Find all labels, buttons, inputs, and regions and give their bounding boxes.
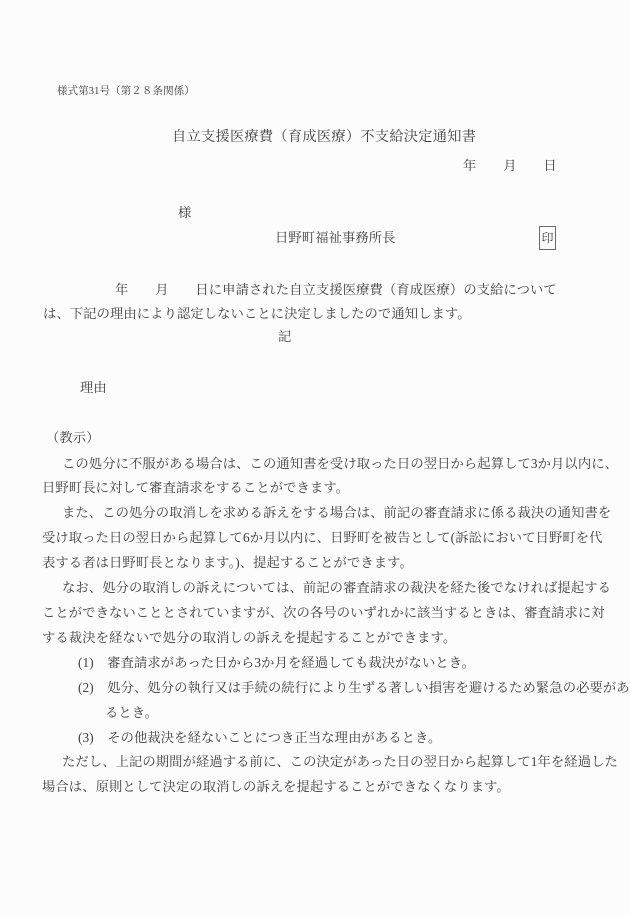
header-date-line: 年 月 日 (463, 158, 557, 173)
kyoji-line: する裁決を経ないで処分の取消しの訴えを提起することができます。 (42, 630, 457, 645)
form-number: 様式第31号（第２８条関係） (57, 86, 195, 97)
kyoji-line: 受け取った日の翌日から起算して6か月以内に、日野町を被告として(訴訟において日野町を代 (42, 530, 603, 545)
seal-mark (539, 226, 556, 250)
sender-title: 日野町福祉事務所長 (275, 230, 396, 245)
seal-character: 印 (541, 231, 554, 245)
kyoji-list-item-continuation: るとき。 (105, 705, 159, 720)
kyoji-list-item: (2) 処分、処分の執行又は手続の続行により生ずる著しい損害を避けるため緊急の必要があ (78, 680, 630, 695)
kyoji-line: また、この処分の取消しを求める訴えをする場合は、前記の審査請求に係る裁決の通知書を (62, 505, 612, 520)
kyoji-label: （教示） (46, 430, 100, 445)
kyoji-line: 表する者は日野町長となります。)、提起することができます。 (42, 555, 413, 570)
kyoji-list-item: (1) 審査請求があった日から3か月を経過しても裁決がないとき。 (78, 655, 475, 670)
intro-line-2: は、下記の理由により認定しないことに決定しましたので通知します。 (43, 306, 471, 321)
ki-label: 記 (278, 329, 292, 344)
kyoji-list-item: (3) その他裁決を経ないことにつき正当な理由があるとき。 (78, 730, 442, 745)
document-title: 自立支援医療費（育成医療）不支給決定通知書 (172, 129, 477, 145)
kyoji-line: ことができないこととされていますが、次の各号のいずれかに該当するときは、審査請求に対 (42, 605, 605, 620)
reason-label: 理由 (80, 380, 107, 395)
kyoji-line: ただし、上記の期間が経過する前に、この決定があった日の翌日から起算して1年を経過した (62, 754, 618, 769)
kyoji-line: 場合は、原則として決定の取消しの訴えを提起することができなくなります。 (42, 779, 510, 794)
kyoji-line: なお、処分の取消しの訴えについては、前記の審査請求の裁決を経た後でなければ提起する (62, 580, 612, 595)
intro-line-1: 年 月 日に申請された自立支援医療費（育成医療）の支給について (115, 282, 557, 297)
recipient-honorific: 様 (178, 205, 192, 220)
kyoji-line: 日野町長に対して審査請求をすることができます。 (42, 480, 350, 495)
kyoji-line: この処分に不服がある場合は、この通知書を受け取った日の翌日から起算して3か月以内に、 (62, 456, 619, 471)
